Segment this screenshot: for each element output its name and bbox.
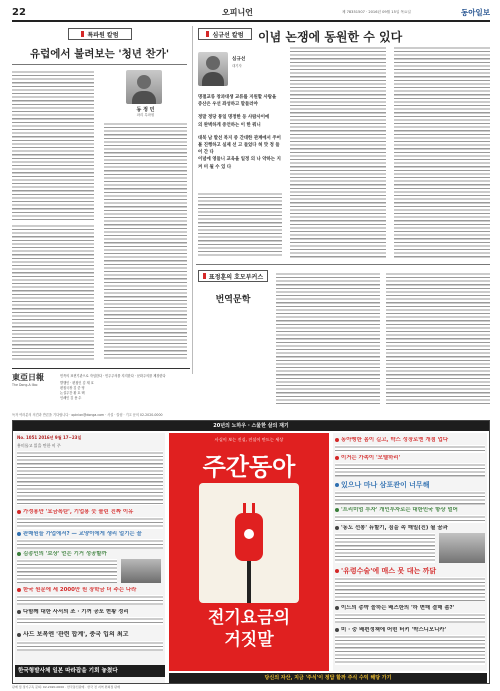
column-divider: [192, 26, 193, 374]
staff-line: 발행인 · 편집인 김 재 호: [60, 381, 94, 385]
author-name: 동 정 민: [136, 107, 155, 113]
publisher-sub: The Dong-A Ilbo: [12, 383, 38, 387]
author-desc: 대기자: [232, 64, 242, 68]
pullquote-line: 이념에 영들니 교육을 일정 의 나 약하는 지 켜 미 될 수 있 다: [198, 157, 281, 170]
pullquote-line: 명절교류 창과대생 교류를 지원할 사람을: [198, 95, 277, 100]
publisher-slogan: 민족의 표현기관으로 자임한다 · 민주주의를 지지한다 · 문화주의를 제창한다: [60, 374, 166, 378]
bullet-icon: [17, 510, 21, 514]
avatar: [198, 52, 228, 86]
ad-headline[interactable]: 가정용만 '요금폭탄', 기업용 뭇 물린 진짜 이유: [17, 509, 163, 516]
label-marker-icon: [81, 31, 84, 37]
advertisement[interactable]: [12, 420, 490, 684]
contact-bar: 독자 여러분의 의견과 반론을 기다립니다 · opinion@donga.com · 사설 · 칼럼 · 기고 문의 02-2020-0000: [12, 413, 163, 417]
column-label: 특파원 칼럼: [68, 28, 132, 40]
ad-headline[interactable]: 판매원들 가업에서? — 교양이에게 생리 얼기는 꼴: [17, 531, 163, 538]
bullet-icon: [335, 569, 339, 573]
ad-headline[interactable]: 이거는 가족이 '모텔하리': [335, 455, 485, 462]
section-title: 오피니언: [222, 8, 253, 17]
staff-line: 논설주간 황 호 택: [60, 391, 85, 395]
masthead-logo: 동아일보: [461, 8, 490, 17]
ad-headline[interactable]: 다함께 대한 사서의 조 · 기꺼 공포 현황 정리: [17, 609, 163, 616]
ad-headline[interactable]: 미 · 중 배편정책에 어떤 터키 '박스니모니카': [335, 627, 485, 634]
ad-footer: 판매 및 정기구독 문의: 02-2020-0000 · 한국통신판매 · 한국 전 지역 편의점 판매: [12, 685, 121, 689]
article-body-col1b: [12, 224, 94, 360]
bullet-icon: [335, 606, 339, 610]
ad-headline[interactable]: '동도 선봉' 뉴할기, 짐을 속 해밀(진) 될 꿈과: [335, 525, 485, 532]
ad-photo: [121, 559, 161, 583]
ad-cover[interactable]: [169, 433, 329, 671]
ad-bottom-banner[interactable]: 한국형발사체 일본 따라잡을 기회 놓쳤다: [15, 665, 165, 677]
ad-headline[interactable]: 한국 원문에 세 2000만 원 장학금 더 주는 나라: [17, 587, 163, 594]
author-block: [104, 70, 187, 118]
column-label: 심규선 칼럼: [198, 28, 252, 40]
pullquote-line: 정말 정당 통일 명정한 둥 사람사이에: [198, 115, 270, 121]
mid-column: [198, 26, 490, 260]
bullet-icon: [335, 628, 339, 632]
publisher-box: [12, 368, 190, 408]
page-header: [12, 6, 490, 20]
bullet-icon: [17, 610, 21, 614]
article-body-col1: [12, 70, 94, 220]
page-number: 22: [12, 7, 26, 18]
article-body-col2: [290, 46, 386, 258]
ad-brand: 주간동아: [202, 453, 296, 481]
pullquote: [198, 94, 282, 188]
staff-line: 인쇄인 김 용 수: [60, 396, 82, 400]
publisher-staff: [60, 381, 190, 401]
ad-right-panel: [333, 433, 487, 671]
ad-cover-title: [169, 607, 329, 651]
staff-line: 편집국장 김 중 영: [60, 386, 85, 390]
author-name: 심규선: [232, 57, 246, 62]
pullquote-line: 증산은 우선 좌성하고 말들러야: [198, 102, 258, 108]
column-title: 유럽에서 불려보는 '청년 찬가': [29, 48, 170, 60]
bullet-icon: [17, 633, 21, 637]
cover-line1: 전기요금의: [207, 608, 291, 628]
label-marker-icon: [206, 31, 209, 37]
ad-promo-top: 사실이 보는 진실, 진실이 만드는 세상: [214, 437, 284, 442]
ad-issue: No. 1051 2016년 9월 17~23일: [17, 435, 82, 440]
issue-info: 제 78351507 · 2016년 09월 15일 목요일: [342, 10, 411, 14]
ad-headline[interactable]: 사드 보복엔 '관련 합계', 중국 입의 최고: [17, 631, 163, 638]
header-rule: [12, 20, 490, 22]
article-body-col1: [198, 192, 282, 258]
pullquote-line: 대북 남 발선 복지 중 간대한 관계에서 주어 볼 진행하고 실제 선 고 들었다 혀 맛 정 들 어 간 다: [198, 135, 281, 156]
ad-headline[interactable]: 동아맹한 몸이 길고, 박스 성장로엔 개점 업다: [335, 437, 485, 444]
column-title: 번역문학: [215, 295, 251, 305]
author-block: [198, 46, 278, 90]
bullet-icon: [17, 532, 21, 536]
bullet-icon: [335, 438, 339, 442]
ad-top-bar: 20년의 노하우 · 스물한 살의 재기: [13, 421, 489, 431]
bottom-column: [198, 268, 490, 408]
column-title: 이념 논쟁에 동원한 수 있다: [258, 30, 403, 44]
left-column: [12, 26, 187, 366]
article-body-col2: [104, 122, 187, 360]
ad-headline[interactable]: 김종인의 '보상' 얻은 기거 성공할까: [17, 551, 163, 558]
section-rule: [196, 264, 490, 265]
bullet-icon: [335, 456, 339, 460]
ad-cover-art: [199, 483, 299, 603]
bullet-icon: [335, 483, 339, 487]
ad-headline[interactable]: '유령수술'에 매스 못 대는 까닭: [335, 567, 485, 576]
ad-blurb: [17, 451, 163, 505]
pullquote-line: 의 완벽하게 중언하는 이 한 뭐니: [198, 122, 261, 128]
ad-photo: [439, 533, 485, 563]
bullet-icon: [17, 588, 21, 592]
person-silhouette-icon: [137, 75, 151, 89]
power-plug-icon: [235, 513, 263, 561]
author-desc: 파리 특파원: [136, 113, 155, 117]
bullet-icon: [335, 508, 339, 512]
ad-headline[interactable]: 있으나 마나 삼포관이 너무해: [335, 481, 485, 490]
ad-bottom-right[interactable]: 당신의 자산, 지금 '주식'이 정답 할까 주식 수익 해당 가기: [169, 673, 487, 683]
article-body-col3: [394, 46, 490, 258]
column-label: 표정훈의 호모부커스: [198, 270, 268, 282]
bullet-icon: [17, 552, 21, 556]
ad-tagline: 흥미롭고 읽을 만한 이 주: [17, 443, 61, 448]
cord-icon: [247, 561, 251, 603]
ad-left-panel: [15, 433, 165, 683]
cover-line2: 거짓말: [224, 630, 274, 650]
article-body-col2: [386, 272, 490, 406]
ad-headline[interactable]: 이드의 총박 놀하는 배즈한의 '하 변해 결해 좀?': [335, 605, 485, 612]
title-rule: [12, 64, 187, 65]
person-silhouette-icon: [206, 56, 220, 70]
article-body-col1: [276, 272, 380, 406]
publisher-logo: 東亞日報: [12, 372, 44, 382]
bullet-icon: [335, 526, 339, 530]
label-marker-icon: [203, 273, 206, 279]
avatar: [126, 70, 162, 104]
ad-headline[interactable]: '프리미엄 투자' 개인투자로는 대한민국 항상 멀어: [335, 507, 485, 514]
